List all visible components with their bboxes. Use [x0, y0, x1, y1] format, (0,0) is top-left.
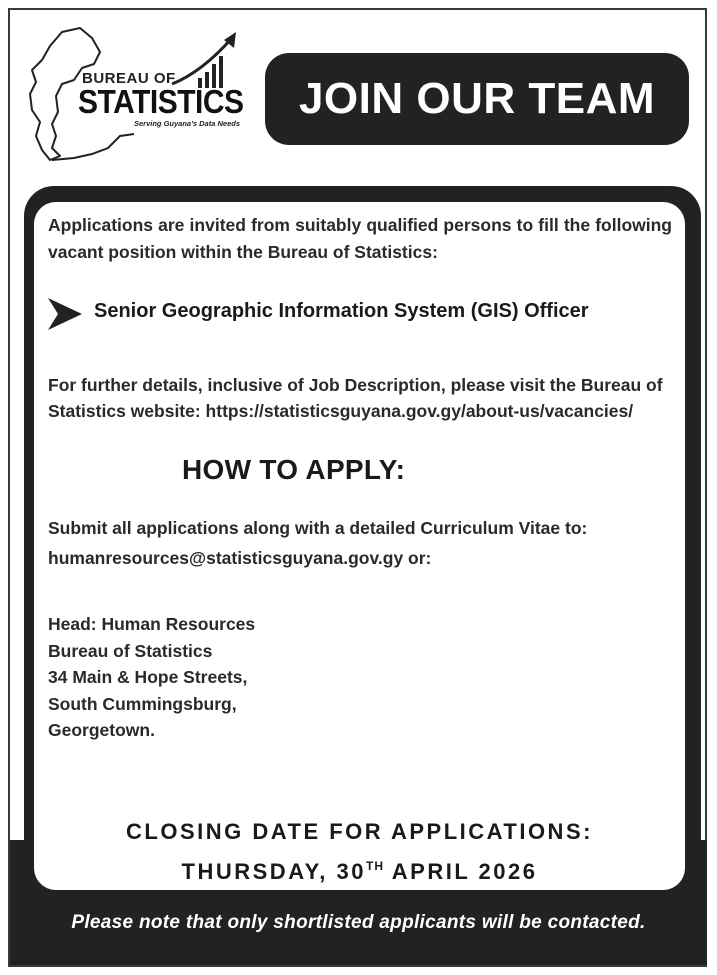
- address-line: Georgetown.: [48, 720, 155, 740]
- closing-label: CLOSING DATE FOR APPLICATIONS:: [126, 819, 593, 844]
- address-line: 34 Main & Hope Streets,: [48, 667, 248, 687]
- arrowhead-bullet-icon: [46, 296, 84, 332]
- closing-date-value: [34, 849, 685, 889]
- bureau-logo: [22, 24, 262, 174]
- mailing-address: [48, 611, 255, 744]
- join-banner-title: JOIN OUR TEAM: [298, 74, 656, 123]
- intro-paragraph: Applications are invited from suitably qualified persons to fill the following vacant position within the Bureau of Statistics:: [48, 215, 672, 262]
- closing-day: THURSDAY, 30: [181, 859, 366, 884]
- logo-tagline: Serving Guyana's Data Needs: [134, 119, 240, 128]
- footer-note: Please note that only shortlisted applicants will be contacted.: [71, 912, 646, 933]
- join-banner: [265, 53, 689, 145]
- address-line: South Cummingsburg,: [48, 693, 237, 714]
- submit-instructions: Submit all applications along with a detailed Curriculum Vitae to:: [48, 518, 588, 538]
- details-paragraph: For further details, inclusive of Job Description, please visit the Bureau of Statistics website: https://statisticsguyana.gov.gy/about-us/vacancies/: [48, 375, 663, 421]
- email-line: humanresources@statisticsguyana.gov.gy or:: [48, 548, 432, 568]
- how-to-apply-heading: HOW TO APPLY:: [182, 454, 406, 485]
- closing-date: [34, 815, 685, 889]
- position-title: Senior Geographic Information System (GIS) Officer: [94, 300, 589, 322]
- closing-month-year: APRIL 2026: [384, 859, 538, 884]
- address-line: Head: Human Resources: [48, 614, 256, 634]
- closing-ordinal: TH: [366, 859, 384, 873]
- address-line: Bureau of Statistics: [48, 640, 213, 661]
- logo-line2: STATISTICS: [78, 84, 244, 121]
- logo-line1: BUREAU OF: [82, 70, 176, 87]
